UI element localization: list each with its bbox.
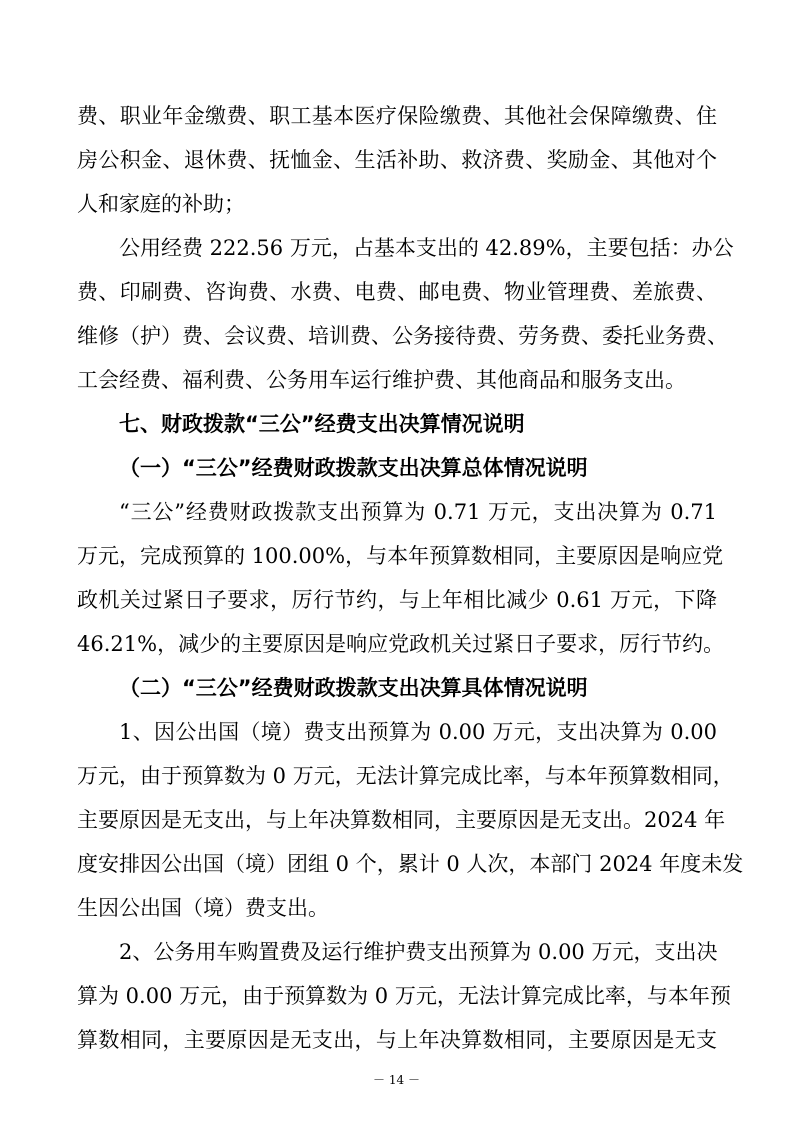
body-line: 万元，由于预算数为 0 万元，无法计算完成比率，与本年预算数相同， [77, 764, 734, 788]
body-line: 维修（护）费、会议费、培训费、公务接待费、劳务费、委托业务费、 [77, 324, 728, 348]
subsection-heading: （二）“三公”经费财政拨款支出决算具体情况说明 [119, 676, 588, 700]
paragraph-start-line: “三公”经费财政拨款支出预算为 0.71 万元，支出决算为 0.71 [119, 500, 717, 524]
paragraph-start-line: 2、公务用车购置费及运行维护费支出预算为 0.00 万元，支出决 [119, 940, 718, 964]
subsection-heading: （一）“三公”经费财政拨款支出决算总体情况说明 [119, 456, 588, 480]
body-line: 费、印刷费、咨询费、水费、电费、邮电费、物业管理费、差旅费、 [77, 280, 717, 304]
body-line: 人和家庭的补助； [77, 192, 245, 216]
body-line: 房公积金、退休费、抚恤金、生活补助、救济费、奖励金、其他对个 [77, 148, 717, 172]
body-line: 度安排因公出国（境）团组 0 个，累计 0 人次，本部门 2024 年度未发 [77, 852, 744, 876]
body-line: 费、职业年金缴费、职工基本医疗保险缴费、其他社会保障缴费、住 [77, 104, 717, 128]
body-line: 万元，完成预算的 100.00%，与本年预算数相同，主要原因是响应党 [77, 544, 724, 568]
page-number: － 14 － [373, 1073, 420, 1087]
body-line: 政机关过紧日子要求，厉行节约，与上年相比减少 0.61 万元，下降 [77, 588, 717, 612]
body-line: 算为 0.00 万元，由于预算数为 0 万元，无法计算完成比率，与本年预 [77, 984, 731, 1008]
body-line: 生因公出国（境）费支出。 [77, 896, 329, 920]
body-line: 主要原因是无支出，与上年决算数相同，主要原因是无支出。2024 年 [77, 808, 726, 832]
body-line: 工会经费、福利费、公务用车运行维护费、其他商品和服务支出。 [77, 368, 686, 392]
section-heading: 七、财政拨款“三公”经费支出决算情况说明 [119, 412, 525, 436]
body-line: 46.21%，减少的主要原因是响应党政机关过紧日子要求，厉行节约。 [77, 632, 725, 656]
paragraph-start-line: 公用经费 222.56 万元，占基本支出的 42.89%，主要包括：办公 [119, 236, 734, 260]
paragraph-start-line: 1、因公出国（境）费支出预算为 0.00 万元，支出决算为 0.00 [119, 720, 717, 744]
body-line: 算数相同，主要原因是无支出，与上年决算数相同，主要原因是无支 [77, 1028, 717, 1052]
